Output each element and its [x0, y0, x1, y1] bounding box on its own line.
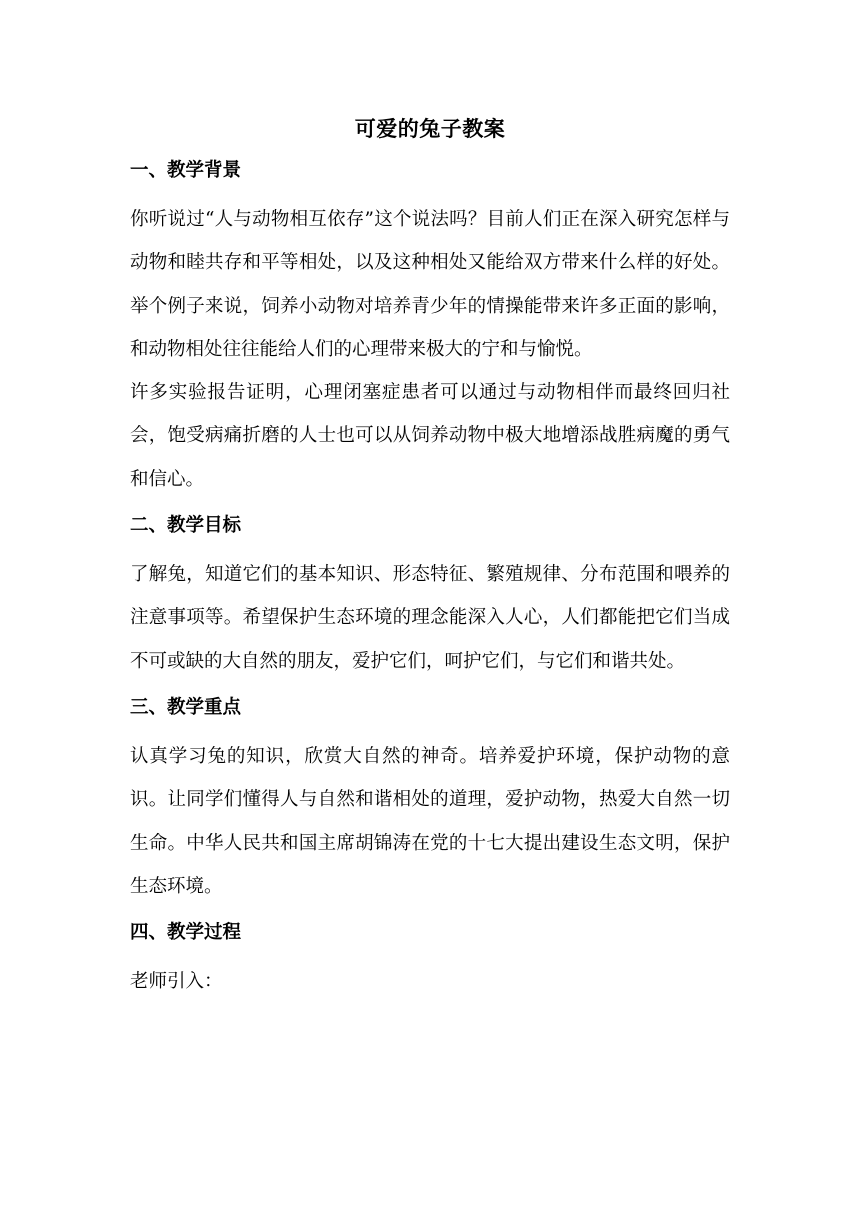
- section-heading: 三、教学重点: [130, 696, 242, 718]
- paragraph: 了解兔，知道它们的基本知识、形态特征、繁殖规律、分布范围和喂养的注意事项等。希望保护生态环境的理念能深入人心，人们都能把它们当成不可或缺的大自然的朋友，爱护它们，呵护它们，与它们和谐共处。: [130, 564, 730, 672]
- section-teaching-goals: [130, 505, 730, 683]
- section-heading: 二、教学目标: [130, 515, 242, 537]
- section-teaching-background: [130, 150, 730, 501]
- paragraph: 认真学习兔的知识，欣赏大自然的神奇。培养爱护环境，保护动物的意识。让同学们懂得人与自然和谐相处的道理，爱护动物，热爱大自然一切生命。中华人民共和国主席胡锦涛在党的十七大提出建设生态文明，保护生态环境。: [130, 745, 730, 897]
- paragraph: 老师引入：: [130, 971, 223, 993]
- document-title: 可爱的兔子教案: [354, 117, 506, 141]
- section-heading: 四、教学过程: [130, 922, 242, 944]
- paragraph: 许多实验报告证明，心理闭塞症患者可以通过与动物相伴而最终回归社会，饱受病痛折磨的人士也可以从饲养动物中极大地增添战胜病魔的勇气和信心。: [130, 382, 730, 490]
- section-teaching-process: [130, 912, 730, 1003]
- section-teaching-focus: [130, 687, 730, 908]
- paragraph: 你听说过“人与动物相互依存”这个说法吗？目前人们正在深入研究怎样与动物和睦共存和平等相处，以及这种相处又能给双方带来什么样的好处。举个例子来说，饲养小动物对培养青少年的情操能带来许多正面的影响，和动物相处往往能给人们的心理带来极大的宁和与愉悦。: [130, 209, 730, 360]
- section-heading: 一、教学背景: [130, 160, 242, 181]
- document-page: [130, 108, 730, 1007]
